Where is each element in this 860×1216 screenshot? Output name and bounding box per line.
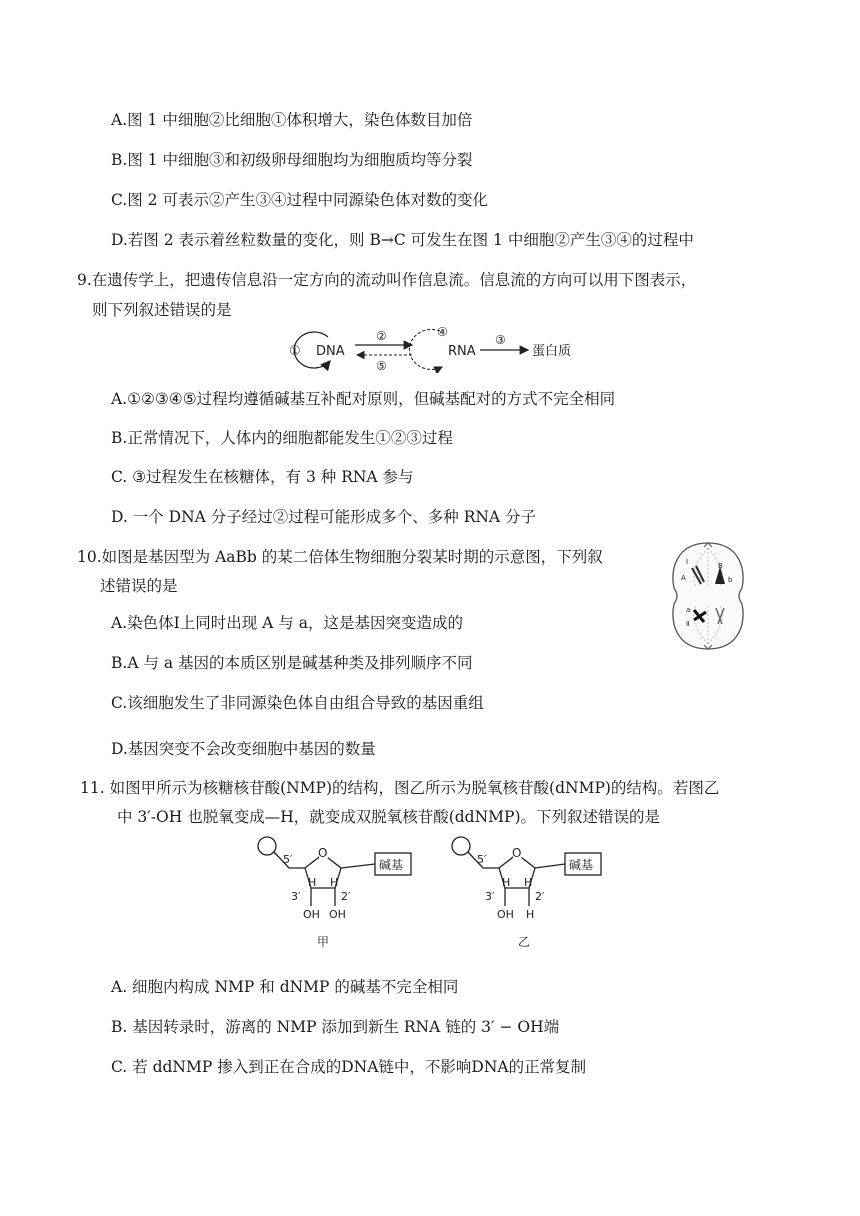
q9-option-d: D. 一个 DNA 分子经过②过程可能形成多个、多种 RNA 分子 [111,508,537,526]
option-prev-a: A.图 1 中细胞②比细胞①体积增大，染色体数目加倍 [111,111,473,129]
yi-h3-label: H [502,876,511,889]
gene-a-label: a [686,606,691,614]
gene-B-label: B [718,562,723,570]
yi-oh3-label: OH [497,908,514,921]
yi-h2-label: H [524,876,533,889]
gene-b-label: b [728,576,733,584]
jia-oh2-label: OH [329,908,346,921]
q11-stem-line2: 中 3′-OH 也脱氧变成—H，就变成双脱氧核苷酸(ddNMP)。下列叙述错误的是 [117,808,661,826]
jia-oh3-label: OH [303,908,320,921]
dna-label: DNA [316,344,345,359]
gene-A-label: A [681,574,686,582]
jia-caption: 甲 [317,935,330,949]
q11-option-b: B. 基因转录时，游离的 NMP 添加到新生 RNA 链的 3′ − OH端 [111,1018,560,1036]
yi-caption: 乙 [518,935,531,949]
info-flow-diagram [280,323,600,377]
jia-c2-label: 2′ [341,890,351,903]
q10-option-a: A.染色体Ⅰ上同时出现 A 与 a，这是基因突变造成的 [111,614,463,632]
process-5-label: ⑤ [376,359,387,373]
jia-h3-label: H [308,876,317,889]
yi-c2-label: 2′ [535,890,545,903]
q9-stem-line2: 则下列叙述错误的是 [92,301,232,319]
jia-o-label: O [318,846,328,860]
jia-h2-label: H [330,876,339,889]
cell-division-figure [668,540,748,656]
q9-option-c: C. ③过程发生在核糖体，有 3 种 RNA 参与 [111,468,414,486]
dnmp-structure-figure [449,832,609,956]
chromosome-1-label: Ⅰ [686,558,689,566]
chromosome-2-label: Ⅱ [686,620,690,628]
q10-option-b: B.A 与 a 基因的本质区别是碱基种类及排列顺序不同 [111,654,473,672]
process-2-label: ② [376,329,387,343]
option-prev-c: C.图 2 可表示②产生③④过程中同源染色体对数的变化 [111,191,488,209]
option-prev-d: D.若图 2 表示着丝粒数量的变化，则 B→C 可发生在图 1 中细胞②产生③④的过程中 [111,231,694,249]
q9-option-a: A.①②③④⑤过程均遵循碱基互补配对原则，但碱基配对的方式不完全相同 [111,390,616,408]
yi-c3-label: 3′ [485,890,495,903]
yi-h-sub-label: H [526,908,535,921]
q9-stem-line1: 9.在遗传学上，把遗传信息沿一定方向的流动叫作信息流。信息流的方向可以用下图表示， [77,271,697,289]
process-3-label: ③ [495,333,506,347]
nmp-structure-figure [255,832,415,956]
rna-label: RNA [448,344,476,359]
yi-c5-label: 5′ [477,853,487,866]
q11-stem-line1: 11. 如图甲所示为核糖核苷酸(NMP)的结构，图乙所示为脱氧核苷酸(dNMP)的结构。若图乙 [80,779,720,797]
q10-option-d: D.基因突变不会改变细胞中基因的数量 [111,740,376,758]
q10-option-c: C.该细胞发生了非同源染色体自由组合导致的基因重组 [111,694,484,712]
option-prev-b: B.图 1 中细胞③和初级卵母细胞均为细胞质均等分裂 [111,151,473,169]
jia-c5-label: 5′ [283,853,293,866]
protein-label: 蛋白质 [532,344,572,359]
jia-c3-label: 3′ [291,890,301,903]
q9-option-b: B.正常情况下，人体内的细胞都能发生①②③过程 [111,429,453,447]
q10-stem-line1: 10.如图是基因型为 AaBb 的某二倍体生物细胞分裂某时期的示意图，下列叙 [77,548,603,566]
yi-base-label: 碱基 [569,858,594,872]
process-4-label: ④ [437,325,448,339]
jia-base-label: 碱基 [379,858,404,872]
process-1-label: ① [289,344,301,359]
yi-o-label: O [512,846,522,860]
q11-option-a: A. 细胞内构成 NMP 和 dNMP 的碱基不完全相同 [111,978,459,996]
q11-option-c: C. 若 ddNMP 掺入到正在合成的DNA链中，不影响DNA的正常复制 [111,1058,587,1076]
q10-stem-line2: 述错误的是 [100,577,178,595]
